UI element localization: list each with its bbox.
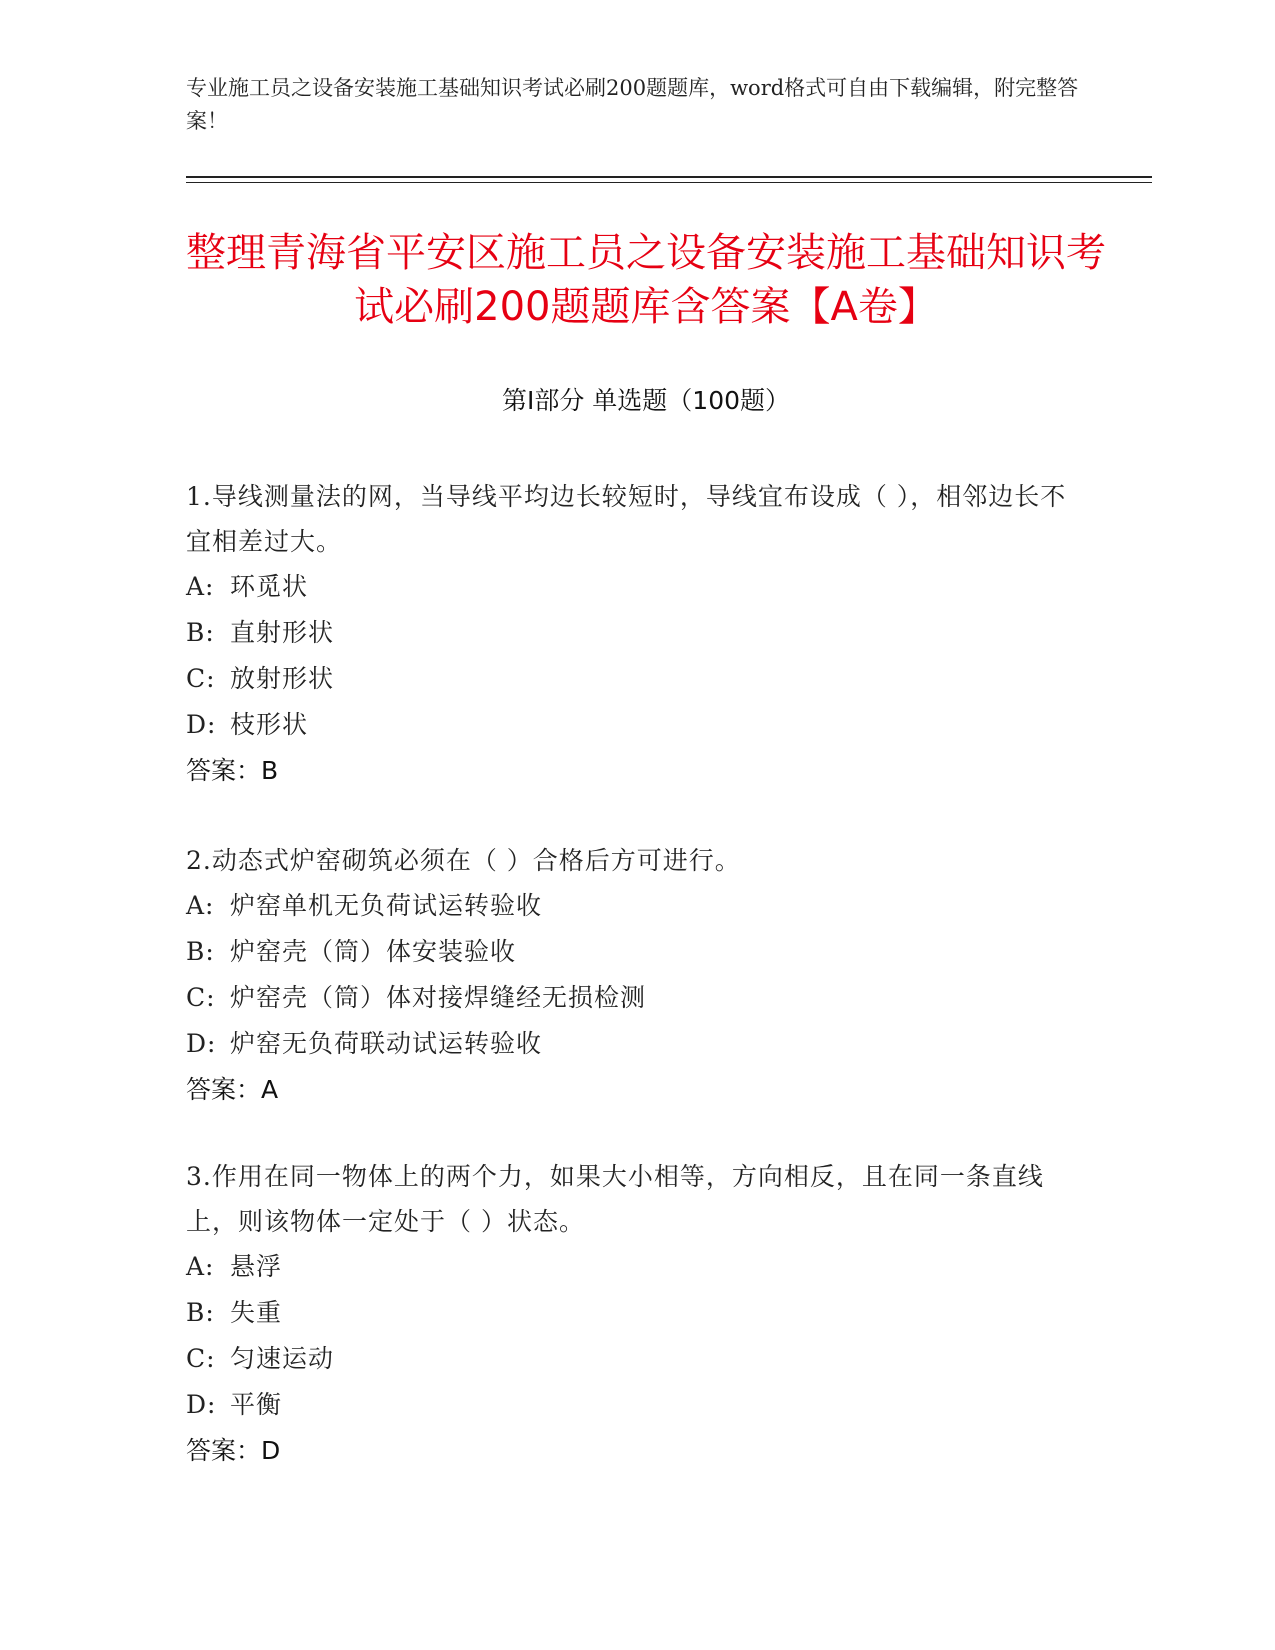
option-text: 匀速运动 [230, 1344, 335, 1373]
option-text: 炉窑无负荷联动试运转验收 [230, 1029, 543, 1058]
option-text: 炉窑壳（筒）体对接焊缝经无损检测 [230, 983, 647, 1012]
option-b [186, 929, 1086, 975]
option-c [186, 656, 1086, 702]
option-key: A: [186, 1252, 215, 1281]
question-1 [186, 474, 1086, 794]
option-d [186, 702, 1086, 748]
option-text: 失重 [230, 1298, 283, 1327]
option-c [186, 1336, 1086, 1382]
option-c [186, 975, 1086, 1021]
option-key: D: [186, 1390, 217, 1419]
header-note: 专业施工员之设备安装施工基础知识考试必刷200题题库，word格式可自由下载编辑，附完整答案！ [186, 76, 1079, 133]
question-3 [186, 1154, 1086, 1474]
option-key: B: [186, 937, 215, 966]
header-divider-thick [186, 176, 1152, 178]
option-text: 平衡 [230, 1390, 283, 1419]
option-key: D: [186, 710, 217, 739]
option-key: A: [186, 572, 215, 601]
option-key: C: [186, 1344, 216, 1373]
option-key: A: [186, 891, 215, 920]
option-a [186, 1244, 1086, 1290]
option-text: 枝形状 [230, 710, 309, 739]
option-d [186, 1021, 1086, 1067]
option-text: 炉窑壳（筒）体安装验收 [230, 937, 517, 966]
answer: 答案：A [186, 1075, 279, 1104]
option-d [186, 1382, 1086, 1428]
option-key: B: [186, 618, 215, 647]
section-heading: 第I部分 单选题（100题） [501, 386, 791, 415]
question-text: 2.动态式炉窑砌筑必须在（ ）合格后方可进行。 [186, 846, 741, 875]
question-text: 1.导线测量法的网，当导线平均边长较短时，导线宜布设成（ ），相邻边长不宜相差过大。 [186, 482, 1067, 556]
option-key: C: [186, 664, 216, 693]
option-key: D: [186, 1029, 217, 1058]
option-a [186, 883, 1086, 929]
option-text: 悬浮 [230, 1252, 283, 1281]
option-key: B: [186, 1298, 215, 1327]
document-title: 整理青海省平安区施工员之设备安装施工基础知识考试必刷200题题库含答案【A卷】 [186, 230, 1106, 330]
option-text: 环觅状 [230, 572, 309, 601]
option-text: 放射形状 [230, 664, 335, 693]
option-b [186, 610, 1086, 656]
header-divider-thin [186, 182, 1152, 183]
answer: 答案：D [186, 1436, 281, 1465]
option-a [186, 564, 1086, 610]
question-2 [186, 838, 1086, 1113]
option-text: 炉窑单机无负荷试运转验收 [230, 891, 543, 920]
option-key: C: [186, 983, 216, 1012]
option-b [186, 1290, 1086, 1336]
question-text: 3.作用在同一物体上的两个力，如果大小相等，方向相反，且在同一条直线上，则该物体一定处于（ ）状态。 [186, 1162, 1044, 1236]
option-text: 直射形状 [230, 618, 335, 647]
answer: 答案：B [186, 756, 279, 785]
